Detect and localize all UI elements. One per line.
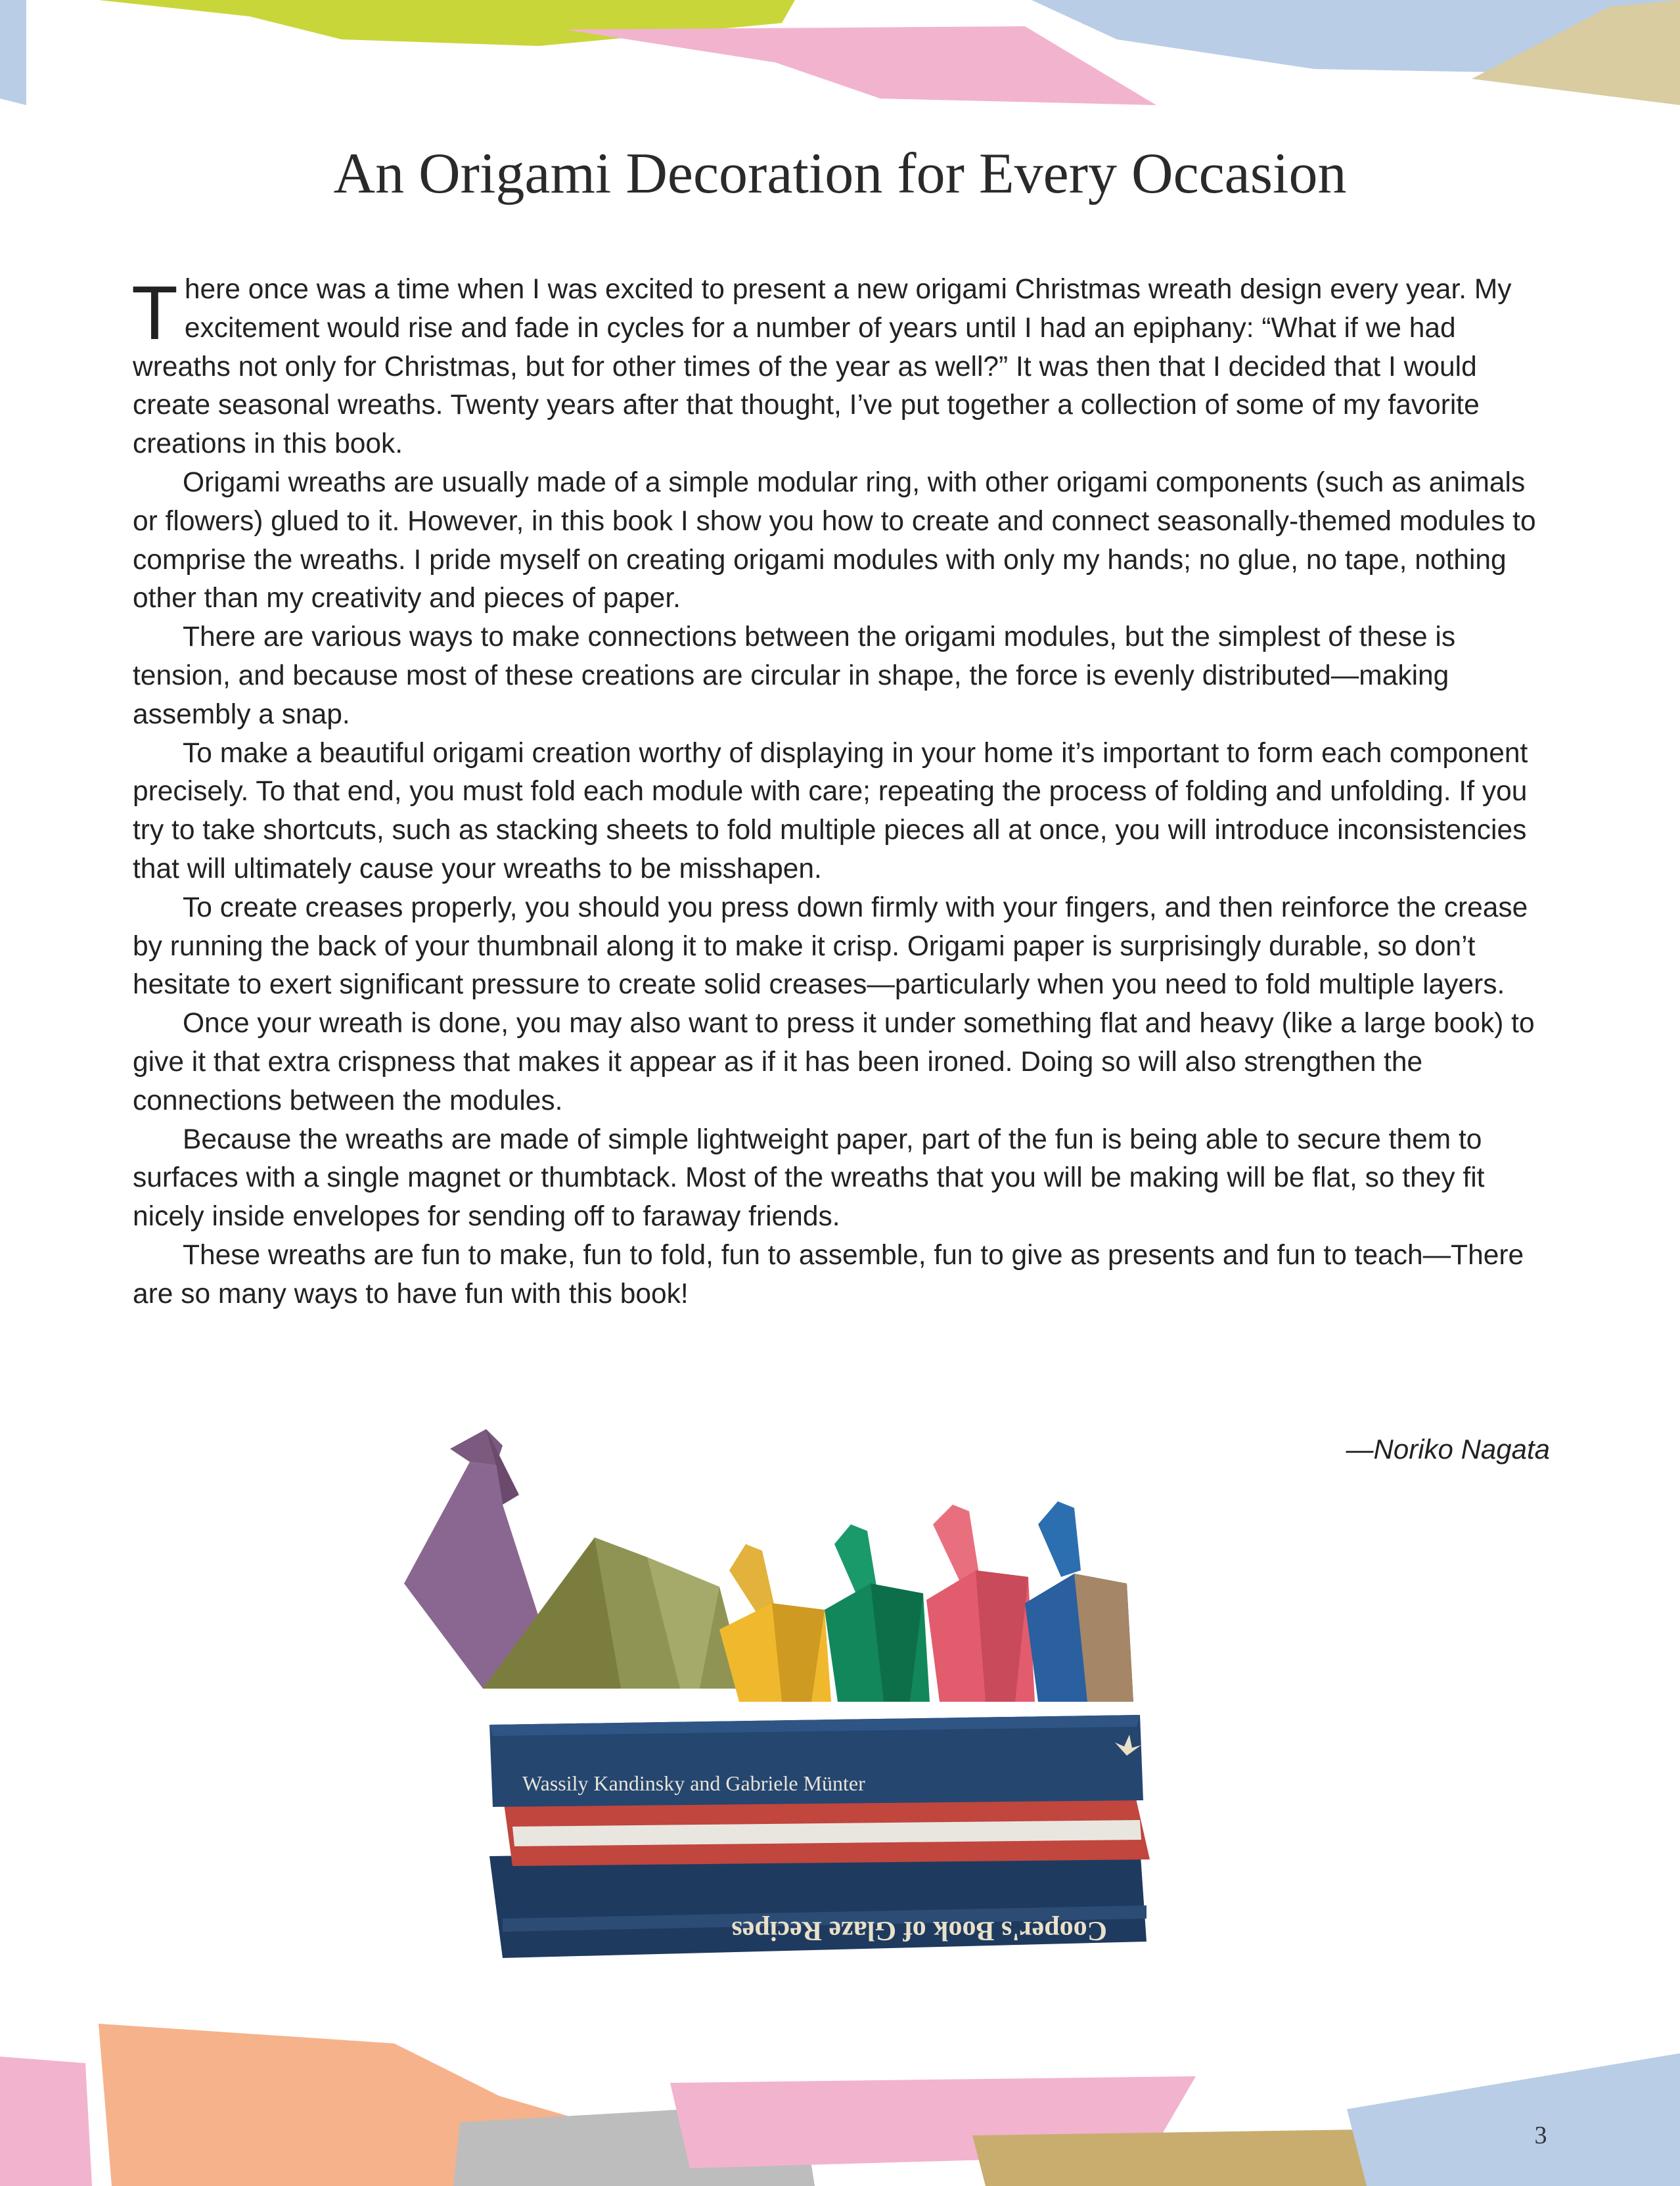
top-book-title: Wassily Kandinsky and Gabriele Münter (522, 1771, 865, 1795)
page-title: An Origami Decoration for Every Occasion (333, 142, 1347, 206)
blue-origami-bird (1025, 1501, 1133, 1702)
intro-paragraph: To create creases properly, you should you press down firmly with your fingers, and then reinforce the crease by running the back of your thumbnail along it to make it crisp. Origami paper is surprisingly durable, so don’t hesitate to exert significant pressure to create solid creases—particularly when you need to fold multiple layers. (133, 892, 1528, 1001)
book-stack (489, 1715, 1150, 1958)
intro-paragraph: There are various ways to make connections between the origami modules, but the simplest of these is tension, and because most of these creations are circular in shape, the force is evenly distributed—making assembly a snap. (133, 622, 1456, 730)
drop-cap: T (131, 270, 178, 355)
top-decoration (0, 0, 1680, 112)
large-origami-bird (404, 1429, 746, 1689)
pink-origami-bird (926, 1505, 1035, 1702)
author-signature: —Noriko Nagata (1346, 1434, 1550, 1465)
yellow-origami-bird (719, 1544, 831, 1702)
intro-paragraph: Origami wreaths are usually made of a simple modular ring, with other origami components (such as animals or flowers) glued to it. However, in this book I show you how to create and connect seasonally-themed modules to comprise the wreaths. I pride myself on creating origami modules with only my hands; no glue, no tape, nothing other than my creativity and pieces of paper. (133, 467, 1536, 614)
intro-paragraph: Because the wreaths are made of simple lightweight paper, part of the fun is being able to secure them to surfaces with a single magnet or thumbtack. Most of the wreaths that you will be making will be flat, so they fit nicely inside envelopes for sending off to faraway friends. (133, 1124, 1485, 1233)
intro-paragraph: Once your wreath is done, you may also want to press it under something flat and heavy (like a large book) to give it that extra crispness that makes it appear as if it has been ironed. Doing so will also strengthen the connections between the modules. (133, 1008, 1535, 1116)
intro-paragraph: There once was a time when I was excited to present a new origami Christmas wreath design every year. My excitement would rise and fade in cycles for a number of years until I had an epiphany: “What if we had wreaths not only for Christmas, but for other times of the year as well?” It was then that I decided that I would create seasonal wreaths. Twenty years after that thought, I’ve put together a collection of some of my favorite creations in this book. (131, 270, 1512, 460)
bottom-book-title: Cooper's Book of Glaze Recipes (731, 1915, 1107, 1946)
intro-paragraph: These wreaths are fun to make, fun to fold, fun to assemble, fun to give as presents and fun to teach—There are so many ways to have fun with this book! (133, 1239, 1524, 1309)
green-origami-bird (825, 1524, 930, 1702)
page-number: 3 (1534, 2122, 1547, 2149)
introduction-text (133, 271, 1552, 1314)
bottom-decoration (0, 2017, 1680, 2186)
intro-paragraph: To make a beautiful origami creation worthy of displaying in your home it’s important to form each component precisely. To that end, you must fold each module with care; repeating the process of folding and unfolding. If you try to take shortcuts, such as stacking sheets to fold multiple pieces all at once, you will introduce inconsistencies that will ultimately cause your wreaths to be misshapen. (133, 737, 1528, 884)
origami-birds-photo (404, 1413, 1258, 1978)
